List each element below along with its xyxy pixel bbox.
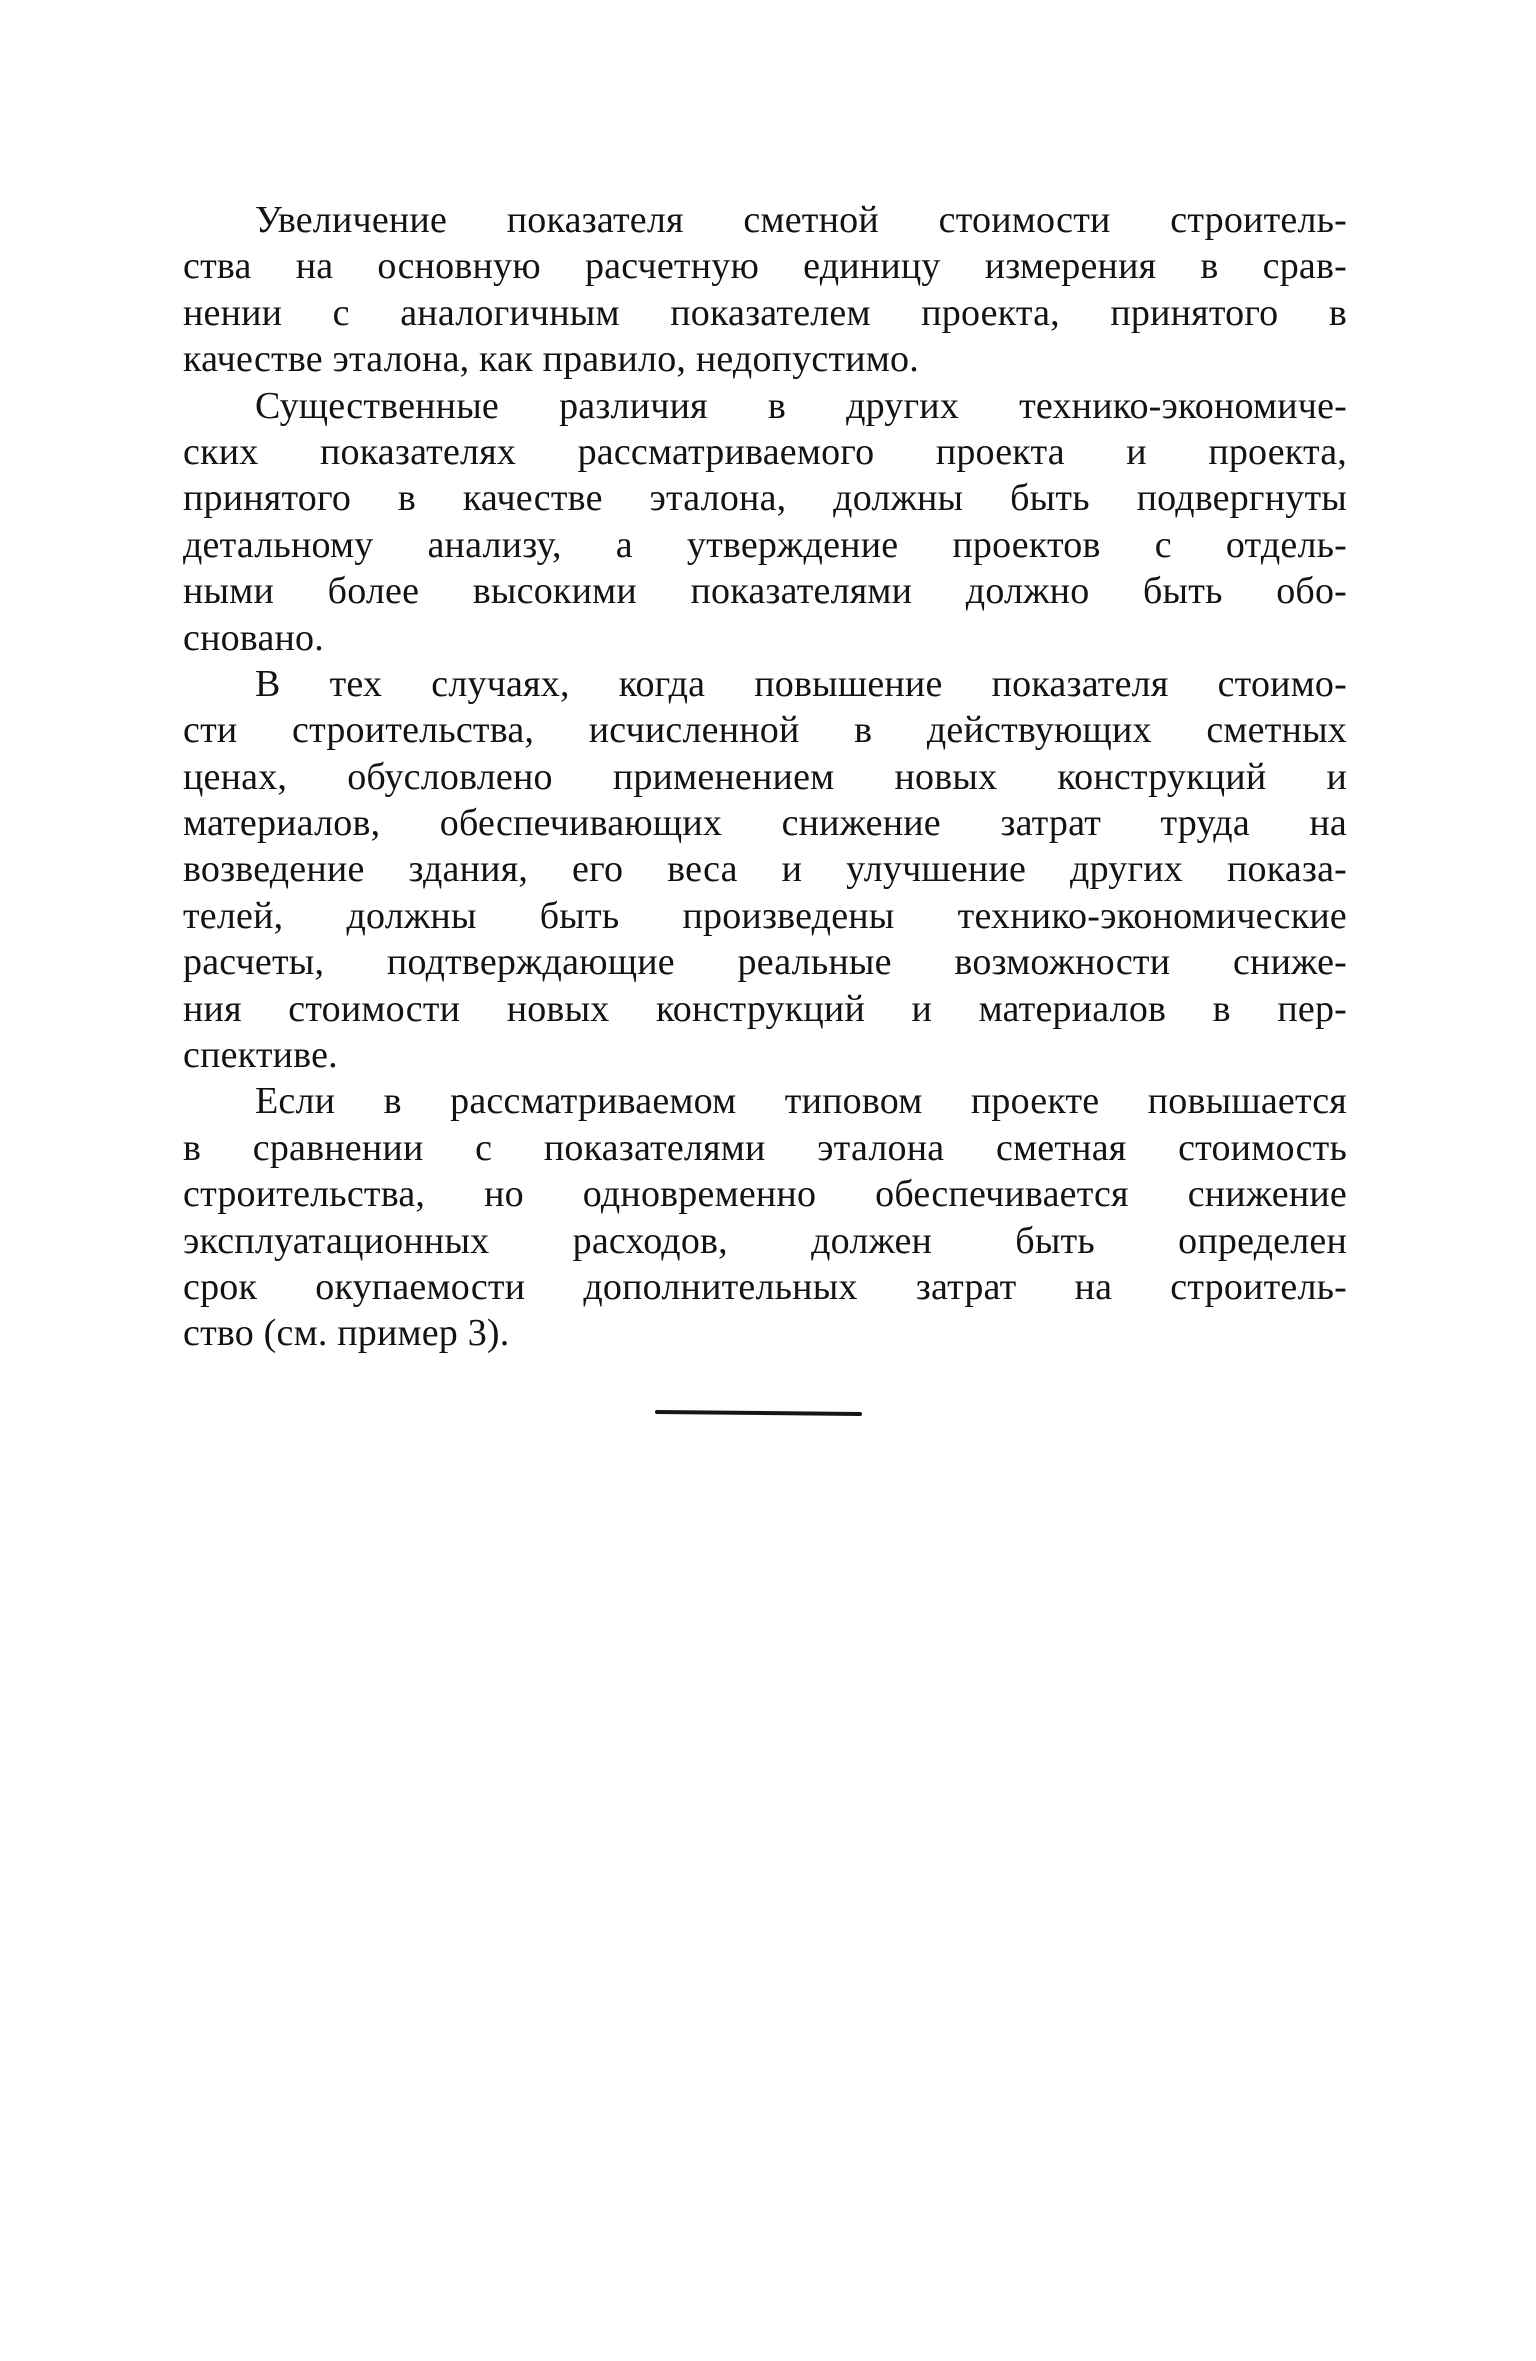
text-line: нении с аналогичным показателем проекта, принятого в xyxy=(183,291,1347,334)
text-line: Существенные различия в других технико-экономиче- xyxy=(255,384,1347,427)
text-line: расчеты, подтверждающие реальные возможности сниже- xyxy=(183,941,1347,984)
text-line: ния стоимости новых конструкций и материалов в пер- xyxy=(183,987,1347,1030)
text-line: В тех случаях, когда повышение показателя стоимо- xyxy=(255,662,1347,705)
text-line: эксплуатационных расходов, должен быть определен xyxy=(183,1219,1347,1262)
text-line: телей, должны быть произведены технико-экономические xyxy=(183,894,1347,937)
text-line: качестве эталона, как правило, недопустимо. xyxy=(183,338,919,381)
text-line: срок окупаемости дополнительных затрат на строитель- xyxy=(183,1265,1347,1308)
section-divider xyxy=(655,1410,862,1416)
text-line: сновано. xyxy=(183,616,324,659)
text-line: ство (см. пример 3). xyxy=(183,1312,510,1355)
text-line: ценах, обусловлено применением новых конструкций и xyxy=(183,755,1347,798)
text-line: ными более высокими показателями должно быть обо- xyxy=(183,570,1347,613)
text-line: сти строительства, исчисленной в действующих сметных xyxy=(183,709,1347,752)
text-line: спективе. xyxy=(183,1034,338,1077)
text-line: строительства, но одновременно обеспечивается снижение xyxy=(183,1173,1347,1216)
text-line: в сравнении с показателями эталона сметная стоимость xyxy=(183,1126,1347,1169)
text-line: возведение здания, его веса и улучшение других показа- xyxy=(183,848,1347,891)
text-line: детальному анализу, а утверждение проектов с отдель- xyxy=(183,523,1347,566)
text-line: принятого в качестве эталона, должны быть подвергнуты xyxy=(183,477,1347,520)
text-line: материалов, обеспечивающих снижение затрат труда на xyxy=(183,802,1347,845)
paragraph-1 xyxy=(183,197,1347,383)
paragraph-4 xyxy=(183,1078,1347,1356)
paragraph-2 xyxy=(183,383,1347,661)
paragraph-3 xyxy=(183,661,1347,1079)
text-line: Увеличение показателя сметной стоимости строитель- xyxy=(255,199,1347,241)
text-line: ства на основную расчетную единицу измерения в срав- xyxy=(183,245,1347,288)
text-line: ских показателях рассматриваемого проекта и проекта, xyxy=(183,430,1347,473)
text-line: Если в рассматриваемом типовом проекте повышается xyxy=(255,1080,1347,1123)
text-block xyxy=(183,197,1347,1357)
